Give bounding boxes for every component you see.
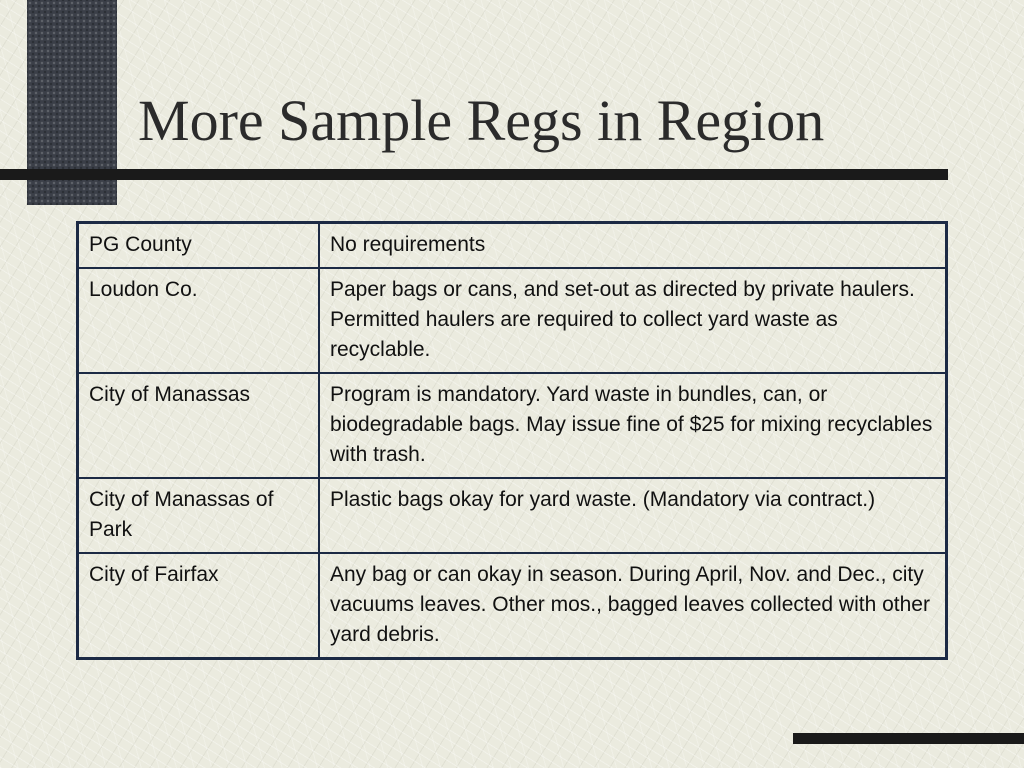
footer-rule [793, 733, 1024, 744]
jurisdiction-cell: City of Manassas [78, 373, 320, 478]
requirement-cell: Any bag or can okay in season. During April, Nov. and Dec., city vacuums leaves. Other mos., bagged leaves collected with other yard debris. [319, 553, 947, 659]
table-row [78, 373, 947, 478]
table-row [78, 478, 947, 553]
requirement-cell: Paper bags or cans, and set-out as directed by private haulers. Permitted haulers are required to collect yard waste as recyclable. [319, 268, 947, 373]
jurisdiction-cell: Loudon Co. [78, 268, 320, 373]
jurisdiction-cell: City of Fairfax [78, 553, 320, 659]
table-row [78, 223, 947, 269]
slide-title: More Sample Regs in Region [138, 88, 825, 153]
table-row [78, 268, 947, 373]
requirement-cell: Program is mandatory. Yard waste in bundles, can, or biodegradable bags. May issue fine of $25 for mixing recyclables with trash. [319, 373, 947, 478]
table-row [78, 553, 947, 659]
title-underline-rule [0, 169, 948, 180]
requirement-cell: No requirements [319, 223, 947, 269]
jurisdiction-cell: City of Manassas of Park [78, 478, 320, 553]
jurisdiction-cell: PG County [78, 223, 320, 269]
requirement-cell: Plastic bags okay for yard waste. (Mandatory via contract.) [319, 478, 947, 553]
regulations-table [76, 221, 948, 660]
